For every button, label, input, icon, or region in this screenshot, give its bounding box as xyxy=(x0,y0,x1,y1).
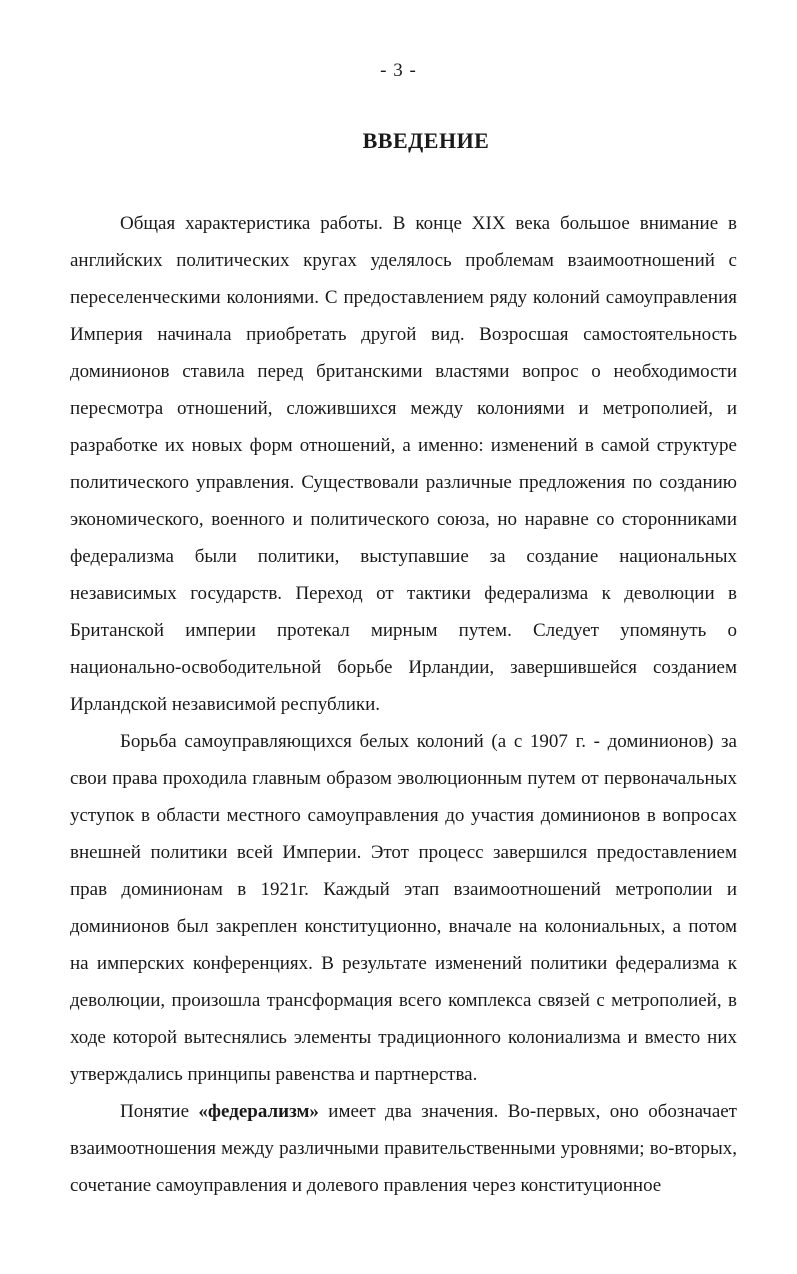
paragraph-3-lead: Понятие xyxy=(120,1101,199,1122)
document-body xyxy=(70,205,737,1204)
paragraph-3 xyxy=(70,1093,737,1204)
paragraph-3-rest: имеет два значения. Во-первых, оно обозначает взаимоотношения между различными правительственными уровнями; во-вторых, сочетание самоуправления и долевого правления через конституционное xyxy=(70,1101,737,1196)
page-number: - 3 - xyxy=(380,60,417,81)
paragraph-1: Общая характеристика работы. В конце XIX века большое внимание в английских политических кругах уделялось проблемам взаимоотношений с переселенческими колониями. С предоставлением ряду колоний самоуправления Империя начинала приобретать другой вид. Возросшая самостоятельность доминионов ставила перед британскими властями вопрос о необходимости пересмотра отношений, сложившихся между колониями и метрополией, и разработке их новых форм отношений, а именно: изменений в самой структуре политического управления. Существовали различные предложения по созданию экономического, военного и политического союза, но наравне со сторонниками федерализма были политики, выступавшие за создание национальных независимых государств. Переход от тактики федерализма к деволюции в Британской империи протекал мирным путем. Следует упомянуть о национально-освободительной борьбе Ирландии, завершившейся созданием Ирландской независимой республики. xyxy=(70,213,737,715)
page-title: ВВЕДЕНИЕ xyxy=(362,128,490,153)
paragraph-2: Борьба самоуправляющихся белых колоний (а с 1907 г. - доминионов) за свои права проходила главным образом эволюционным путем от первоначальных уступок в области местного самоуправления до участия доминионов в вопросах внешней политики всей Империи. Этот процесс завершился предоставлением прав доминионам в 1921г. Каждый этап взаимоотношений метрополии и доминионов был закреплен конституционно, вначале на колониальных, а потом на имперских конференциях. В результате изменений политики федерализма к деволюции, произошла трансформация всего комплекса связей с метрополией, в ходе которой вытеснялись элементы традиционного колониализма и вместо них утверждались принципы равенства и партнерства. xyxy=(70,731,737,1085)
term-federalism: «федерализм» xyxy=(198,1101,319,1122)
